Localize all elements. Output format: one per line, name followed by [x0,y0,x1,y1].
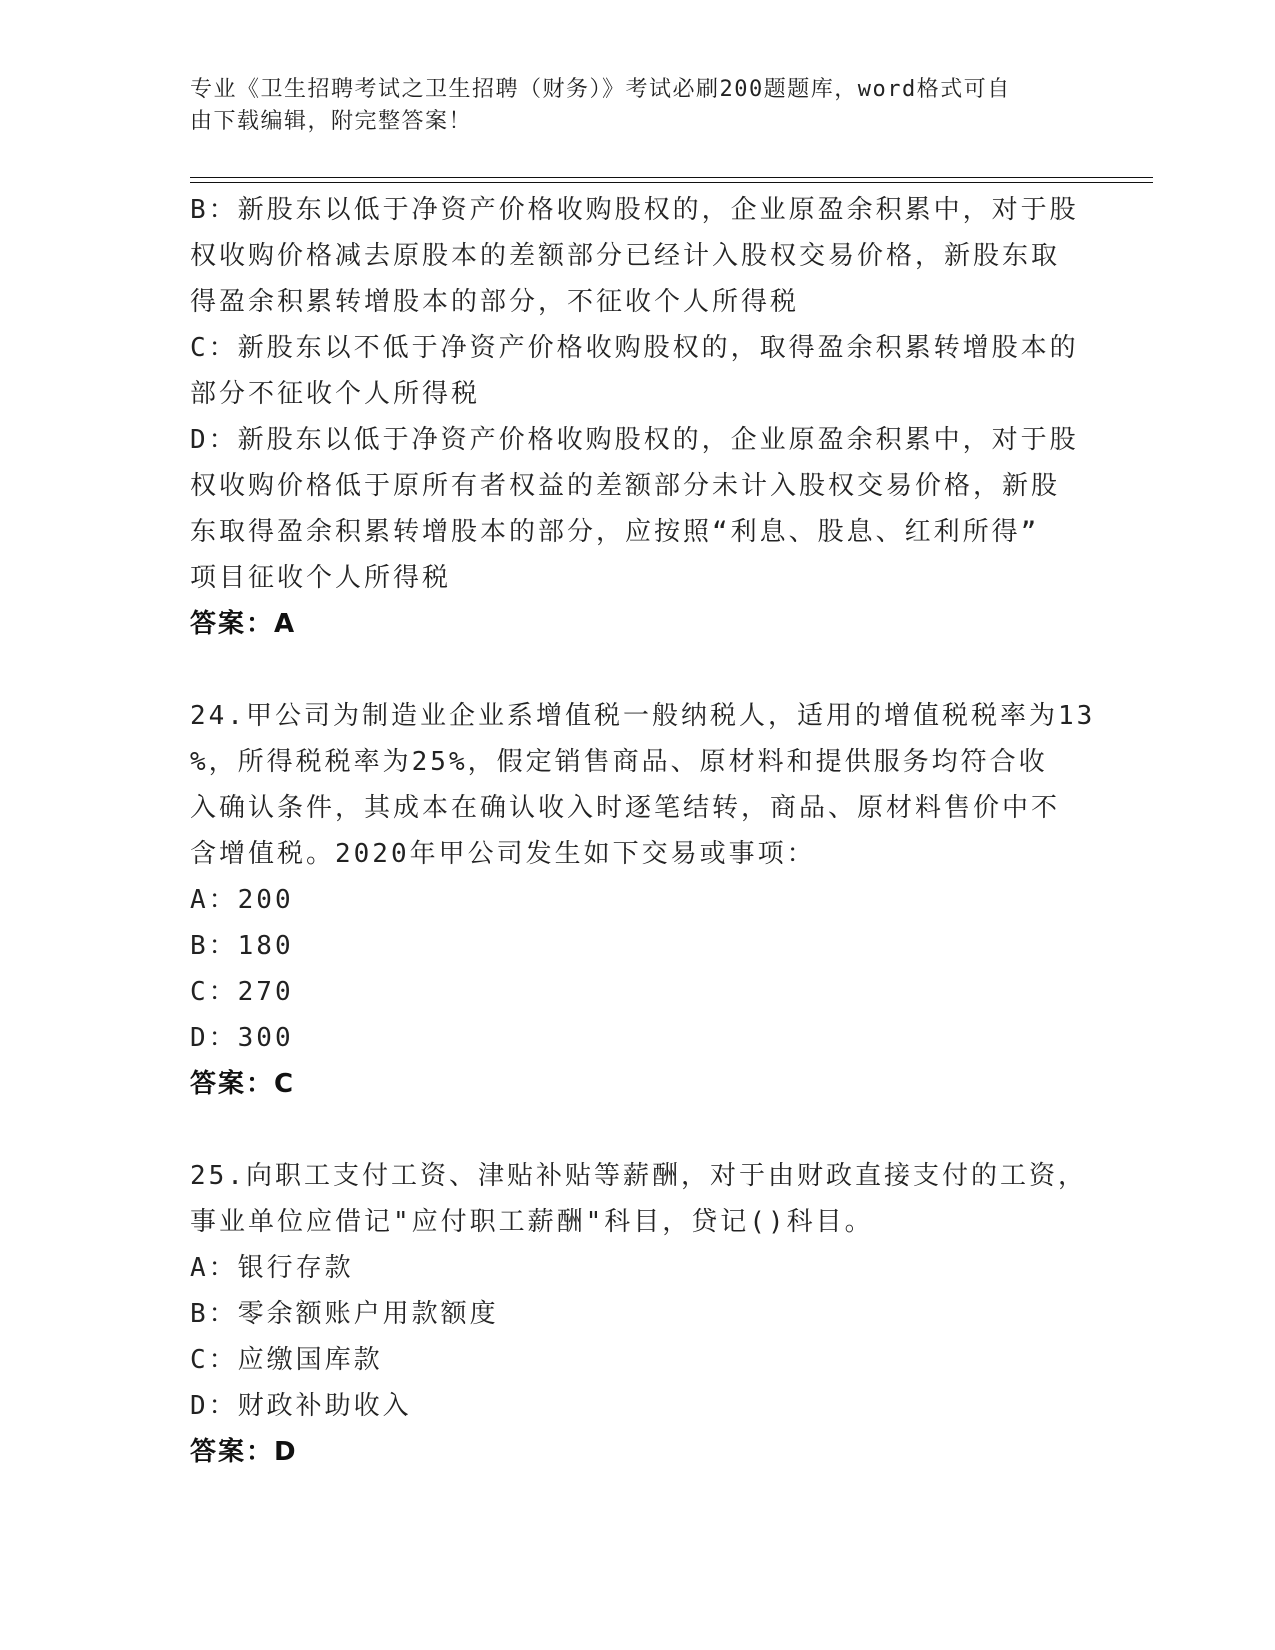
q24-option-a: A：200 [190,885,294,915]
question-stem-line: 25.向职工支付工资、津贴补贴等薪酬，对于由财政直接支付的工资， [190,1161,1087,1191]
q24-option-b: B：180 [190,931,294,961]
spacer [190,647,1090,693]
header-title-line-2: 由下载编辑，附完整答案！ [190,109,473,134]
q23-option-b [190,187,1090,325]
question-stem-line: %，所得税税率为25%，假定销售商品、原材料和提供服务均符合收 [190,747,1048,777]
option-text-line: D：新股东以低于净资产价格收购股权的，企业原盈余积累中，对于股 [190,425,1079,455]
spacer [190,1107,1090,1153]
header-title-line-1: 专业《卫生招聘考试之卫生招聘（财务）》考试必刷200题题库，word格式可自 [190,77,1011,102]
option-text-line: 得盈余积累转增股本的部分，不征收个人所得税 [190,287,800,317]
q24-answer: 答案：C [190,1069,296,1099]
option-text-line: 东取得盈余积累转增股本的部分，应按照“利息、股息、红利所得” [190,517,1040,547]
option-text-line: 部分不征收个人所得税 [190,379,481,409]
option-text-line: 权收购价格减去原股本的差额部分已经计入股权交易价格，新股东取 [190,241,1061,271]
header-divider-bottom [190,182,1153,183]
q24-option-d: D：300 [190,1023,294,1053]
question-stem-line: 入确认条件，其成本在确认收入时逐笔结转，商品、原材料售价中不 [190,793,1061,823]
question-stem-line: 24.甲公司为制造业企业系增值税一般纳税人，适用的增值税税率为13 [190,701,1096,731]
option-text-line: B：新股东以低于净资产价格收购股权的，企业原盈余积累中，对于股 [190,195,1079,225]
q23-option-c [190,325,1090,417]
q25-option-a: A：银行存款 [190,1253,354,1283]
q25-option-c: C：应缴国库款 [190,1345,383,1375]
header-divider-top [190,177,1153,178]
question-25 [190,1153,1090,1475]
q25-option-d: D：财政补助收入 [190,1391,412,1421]
q25-stem [190,1153,1090,1245]
option-text-line: C：新股东以不低于净资产价格收购股权的，取得盈余积累转增股本的 [190,333,1079,363]
q24-option-c: C：270 [190,977,294,1007]
question-content [190,187,1096,1475]
option-text-line: 项目征收个人所得税 [190,563,452,593]
option-text-line: 权收购价格低于原所有者权益的差额部分未计入股权交易价格，新股 [190,471,1061,501]
q25-answer: 答案：D [190,1437,298,1467]
q23-option-d [190,417,1090,601]
document-header [190,74,1090,138]
question-stem-line: 事业单位应借记"应付职工薪酬"科目，贷记()科目。 [190,1207,874,1237]
q23-answer: 答案：A [190,609,297,639]
q24-stem [190,693,1096,877]
question-23 [190,187,1090,647]
question-24 [190,693,1096,1107]
question-stem-line: 含增值税。2020年甲公司发生如下交易或事项： [190,839,816,869]
q25-option-b: B：零余额账户用款额度 [190,1299,499,1329]
